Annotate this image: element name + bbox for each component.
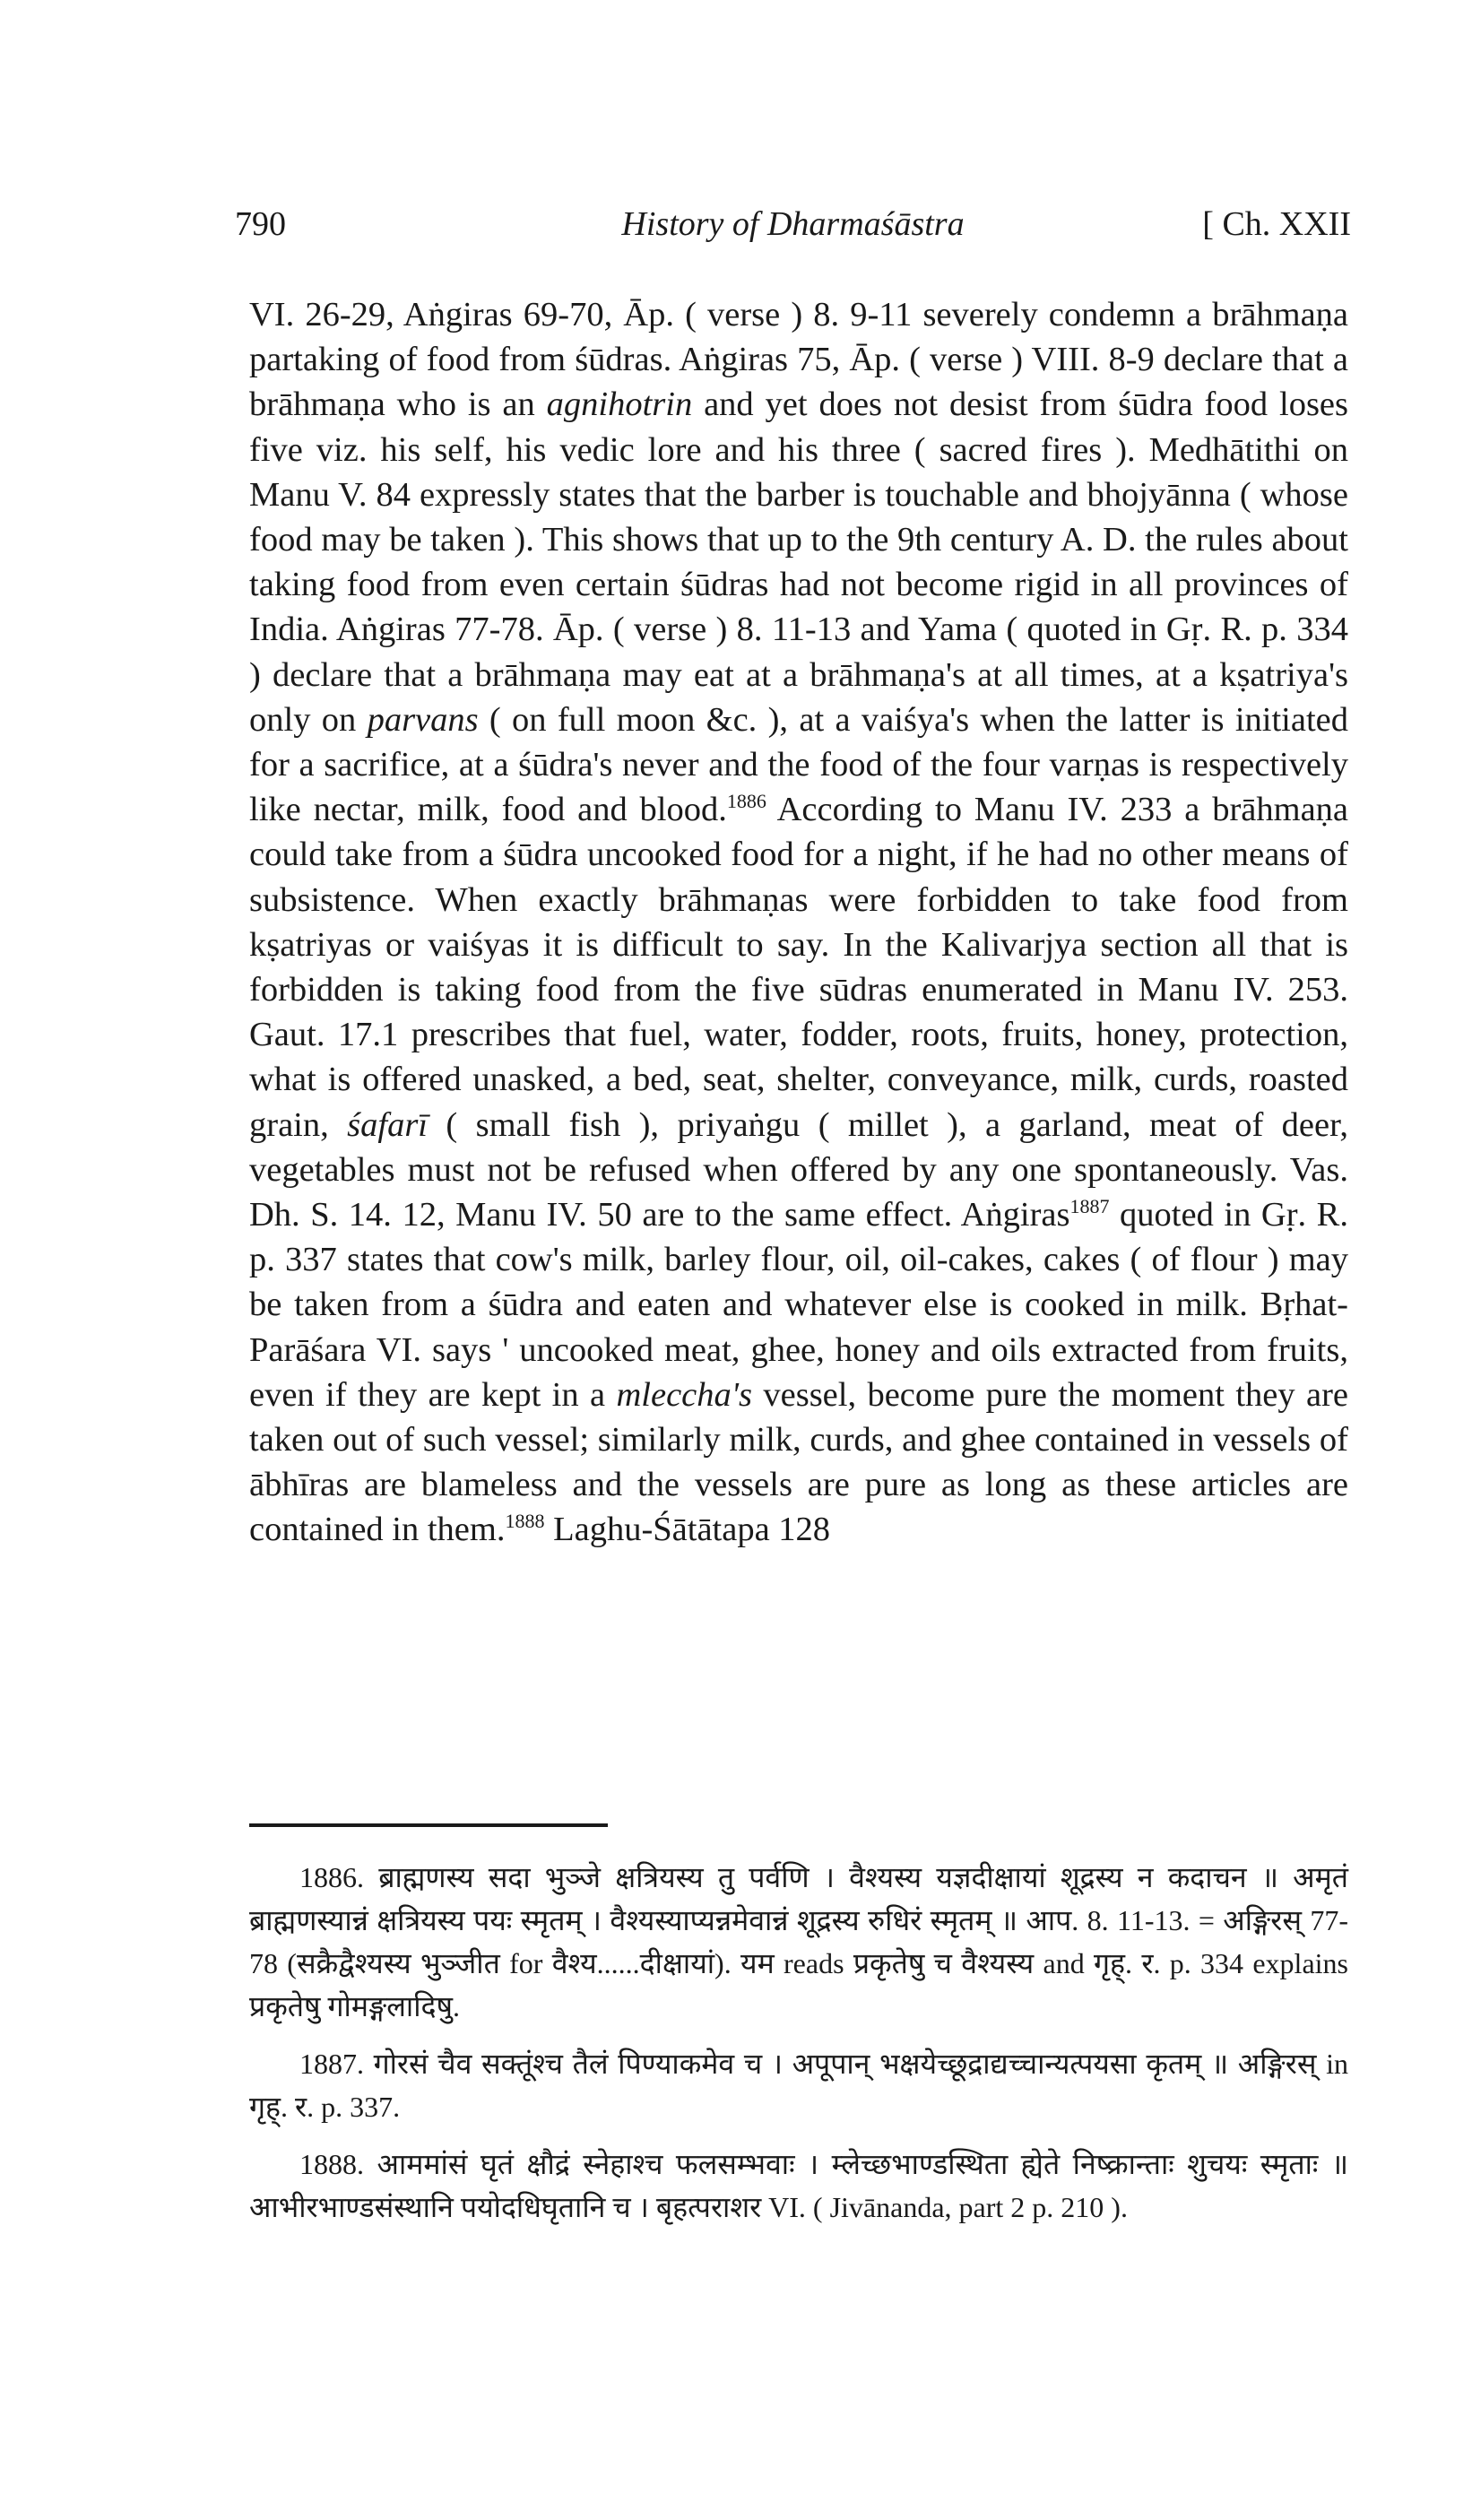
footnote-1887 (249, 2042, 1348, 2128)
text-run: VI. 26-29, Aṅgiras 69-70, Āp. ( verse ) 8. 9-11 severely condemn a brāhmaṇa partaking of food from śūdras. Aṅgiras 75, Āp. ( verse ) VIII. 8-9 declare that a brāhmaṇa who is an (249, 296, 1348, 424)
text-run: ( small fish ), priyaṅgu ( millet ), a garland, meat of deer, vegetables must not be refused when offered by any one spontaneously. Vas. Dh. S. 14. 12, Manu IV. 50 are to the same effect. Aṅgiras (249, 1105, 1348, 1234)
footnote-text: गोरसं चैव सक्तूंश्च तैलं पिण्याकमेव च । अपूपान् भक्षयेच्छूद्राद्यच्चान्यत्पयसा कृतम् ॥ अङ्गिरस् in गृह्. र. p. 337. (249, 2048, 1348, 2123)
text-run: and yet does not desist from śūdra food loses five viz. his self, his vedic lore and his three ( sacred fires ). Medhātithi on Manu V. 84 expressly states that the barber is touchable and bhojyānna ( whose food may be taken ). This shows that up to the 9th century A. D. the rules about taking food from even certain śūdras had not become rigid in all provinces of India. Aṅgiras 77-78. Āp. ( verse ) 8. 11-13 and Yama ( quoted in Gṛ. R. p. 334 ) declare that a brāhmaṇa may eat at a brāhmaṇa's at all times, at a kṣatriya's only on (249, 385, 1348, 739)
italic-term: mleccha's (616, 1375, 752, 1414)
footnote-text: आममांसं घृतं क्षौद्रं स्नेहाश्च फलसम्भवाः । म्लेच्छभाण्डस्थिता ह्येते निष्क्रान्ताः शुचयः स्मृताः ॥ आभीरभाण्डसंस्थानि पयोदधिघृतानि च । बृहत्पराशर VI. ( Jivānanda, part 2 p. 210 ). (249, 2148, 1349, 2223)
footnote-reference[interactable]: 1888 (505, 1510, 545, 1533)
footnote-reference[interactable]: 1887 (1069, 1195, 1110, 1218)
footnote-number: 1886. (299, 1861, 364, 1893)
footnote-reference[interactable]: 1886 (726, 790, 766, 813)
footnote-divider (249, 1823, 608, 1827)
italic-term: parvans (367, 700, 479, 739)
page-number: 790 (235, 205, 286, 243)
italic-term: agnihotrin (546, 385, 693, 424)
text-run: According to Manu IV. 233 a brāhmaṇa could take from a śūdra uncooked food for a night, if he had no other means of subsistence. When exactly brāhmaṇas were forbidden to take food from kṣatriyas or vaiśyas it is difficult to say. In the Kalivarjya section all that is forbidden is taking food from the five sūdras enumerated in Manu IV. 253. Gaut. 17.1 prescribes that fuel, water, fodder, roots, fruits, honey, protection, what is offered unasked, a bed, seat, shelter, conveyance, milk, curds, roasted grain, (249, 791, 1349, 1144)
running-title: History of Dharmaśāstra (621, 205, 965, 243)
chapter-reference: [ Ch. XXII (1202, 205, 1351, 243)
text-run: quoted in Gṛ. R. p. 337 states that cow's milk, barley flour, oil, oil-cakes, cakes ( of flour ) may be taken from a śūdra and eaten and whatever else is cooked in milk. Bṛhat-Parāśara VI. says ' uncooked meat, ghee, honey and oils extracted from fruits, even if they are kept in a (249, 1196, 1348, 1414)
footnote-number: 1887. (299, 2048, 364, 2080)
footnote-text: ब्राह्मणस्य सदा भुञ्जे क्षत्रियस्य तु पर्वणि । वैश्यस्य यज्ञदीक्षायां शूद्रस्य न कदाचन ॥ अमृतं ब्राह्मणस्यान्नं क्षत्रियस्य पयः स्मृतम् । वैश्यस्याप्यन्नमेवान्नं शूद्रस्य रुधिरं स्मृतम् ॥ आप. 8. 11-13. = अङ्गिरस् 77-78 (सक्रैद्वैश्यस्य भुञ्जीत for वैश्य......दीक्षायां). यम reads प्रकृतेषु च वैश्यस्य and गृह्. र. p. 334 explains प्रकृतेषु गोमङ्गलादिषु. (249, 1861, 1349, 2022)
body-paragraph (249, 292, 1348, 1553)
footnotes (249, 1856, 1348, 2229)
italic-term: śafarī (347, 1105, 428, 1144)
text-run: ( on full moon &c. ), at a vaiśya's when the latter is initiated for a sacrifice, at a śūdra's never and the food of the four varṇas is respectively like nectar, milk, food and blood. (249, 700, 1348, 829)
main-text (249, 292, 1348, 1553)
footnote-number: 1888. (299, 2148, 364, 2180)
text-run: Laghu-Śātātapa 128 (544, 1511, 831, 1549)
running-head (235, 204, 1351, 258)
text-run: vessel, become pure the moment they are taken out of such vessel; similarly milk, curds, and ghee contained in vessels of ābhīras are blameless and the vessels are pure as long as these articles are contained in them. (249, 1375, 1349, 1549)
footnote-1886 (249, 1856, 1348, 2028)
footnote-1888 (249, 2143, 1348, 2229)
